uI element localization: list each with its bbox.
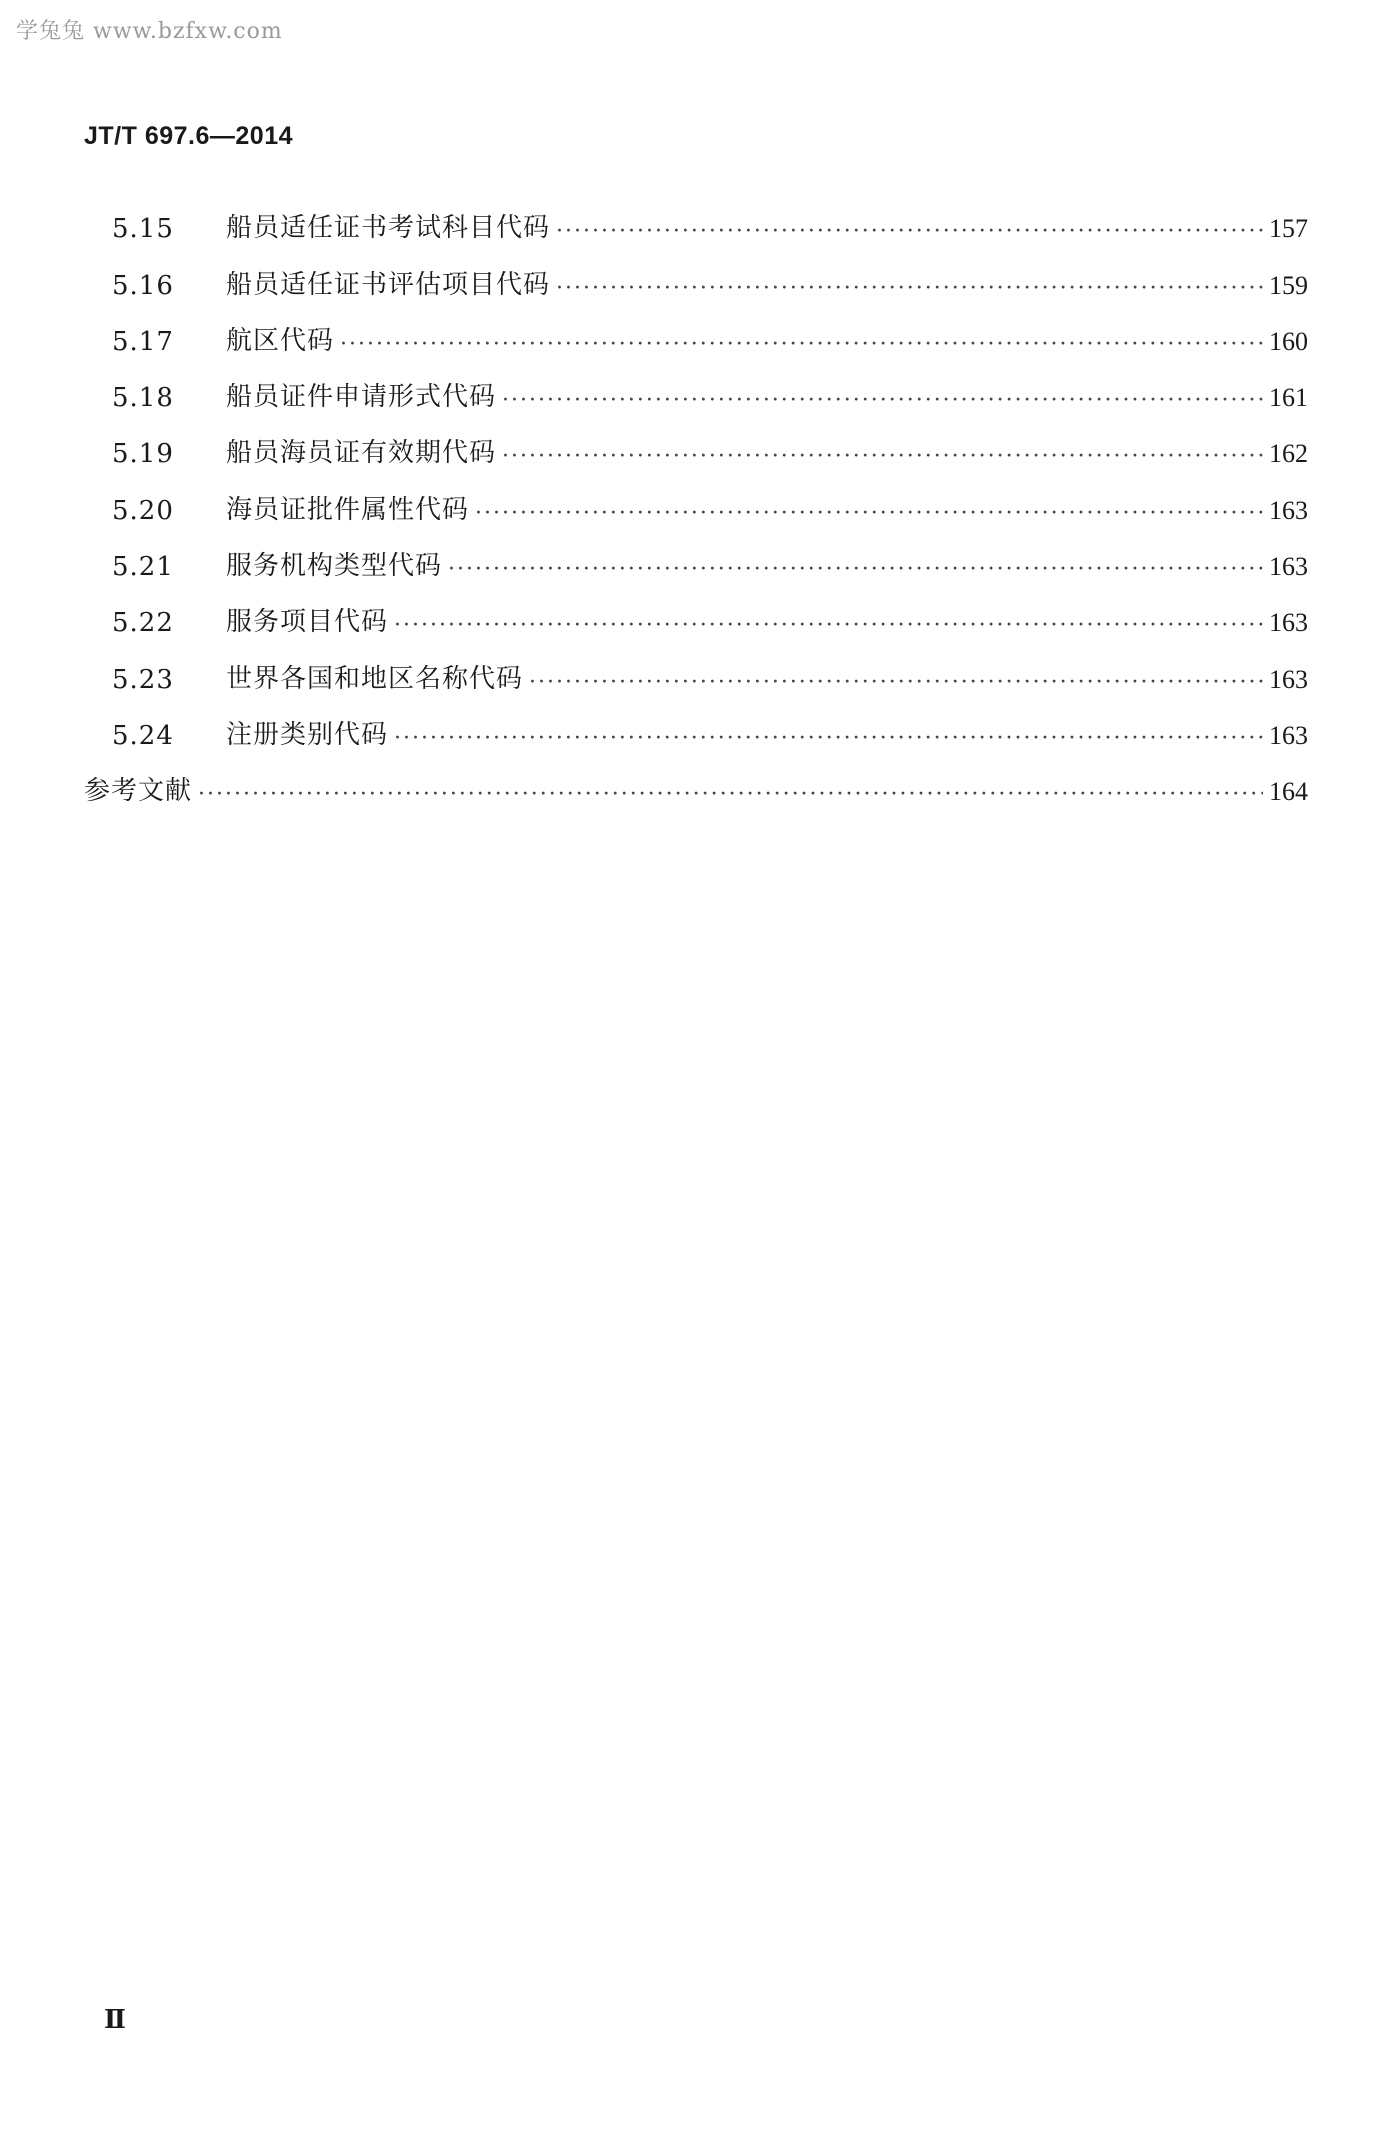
toc-entry-title: 服务项目代码: [226, 607, 389, 638]
toc-entry-5-23[interactable]: [84, 638, 1308, 694]
toc-entry-number: 5.17: [112, 326, 174, 357]
toc-entry-number: 5.24: [112, 720, 174, 751]
toc-entry-page: 163: [1269, 664, 1308, 694]
toc-entry-title: 船员适任证书评估项目代码: [226, 269, 551, 300]
toc-leader-dots: [394, 726, 1263, 751]
toc-entry-page: 161: [1269, 383, 1308, 413]
toc-leader-dots: [448, 557, 1263, 582]
toc-entry-number: 5.22: [112, 608, 174, 639]
toc-leader-dots: [198, 782, 1263, 807]
toc-entry-page: 162: [1269, 439, 1308, 469]
document-code-header: JT/T 697.6—2014: [84, 122, 294, 150]
toc-entry-number: 5.18: [112, 383, 174, 414]
toc-entry-title: 海员证批件属性代码: [226, 494, 470, 525]
toc-leader-dots: [556, 276, 1263, 301]
toc-leader-dots: [340, 332, 1263, 357]
toc-entry-page: 163: [1269, 608, 1308, 638]
toc-entry-page: 160: [1269, 326, 1308, 356]
toc-leader-dots: [502, 444, 1263, 469]
toc-entry-number: 5.20: [112, 495, 174, 526]
toc-leader-dots: [394, 613, 1263, 638]
toc-entry-title: 船员证件申请形式代码: [226, 382, 497, 413]
toc-entry-title: 航区代码: [226, 325, 335, 356]
toc-entry-5-22[interactable]: [84, 582, 1308, 638]
toc-entry-page: 164: [1269, 777, 1308, 807]
table-of-contents: [84, 188, 1308, 807]
toc-entry-number: 5.19: [112, 439, 174, 470]
toc-entry-number: 5.21: [112, 552, 174, 583]
watermark: 学兔兔 www.bzfxw.com: [16, 19, 283, 44]
toc-entry-5-19[interactable]: [84, 413, 1308, 469]
toc-entry-5-24[interactable]: [84, 695, 1308, 751]
toc-entry-page: 157: [1269, 214, 1308, 244]
toc-leader-dots: [529, 670, 1263, 695]
toc-entry-references[interactable]: [84, 751, 1308, 807]
toc-entry-number: 5.15: [112, 214, 174, 245]
toc-entry-title: 服务机构类型代码: [226, 551, 443, 582]
toc-entry-title: 船员适任证书考试科目代码: [226, 213, 551, 244]
toc-entry-page: 163: [1269, 495, 1308, 525]
toc-entry-number: 5.23: [112, 664, 174, 695]
toc-leader-dots: [556, 219, 1263, 244]
toc-entry-title: 注册类别代码: [226, 719, 389, 750]
toc-entry-title: 世界各国和地区名称代码: [226, 663, 524, 694]
toc-entry-page: 159: [1269, 270, 1308, 300]
toc-entry-title: 船员海员证有效期代码: [226, 438, 497, 469]
toc-entry-title: 参考文献: [84, 776, 193, 807]
toc-leader-dots: [502, 388, 1263, 413]
toc-entry-5-15[interactable]: [84, 188, 1308, 244]
toc-entry-page: 163: [1269, 720, 1308, 750]
toc-entry-page: 163: [1269, 552, 1308, 582]
toc-entry-number: 5.16: [112, 270, 174, 301]
toc-entry-5-18[interactable]: [84, 357, 1308, 413]
toc-entry-5-16[interactable]: [84, 244, 1308, 300]
page-number: Ⅱ: [104, 2005, 126, 2035]
toc-leader-dots: [475, 501, 1263, 526]
toc-entry-5-20[interactable]: [84, 469, 1308, 525]
toc-entry-5-21[interactable]: [84, 526, 1308, 582]
toc-entry-5-17[interactable]: [84, 301, 1308, 357]
